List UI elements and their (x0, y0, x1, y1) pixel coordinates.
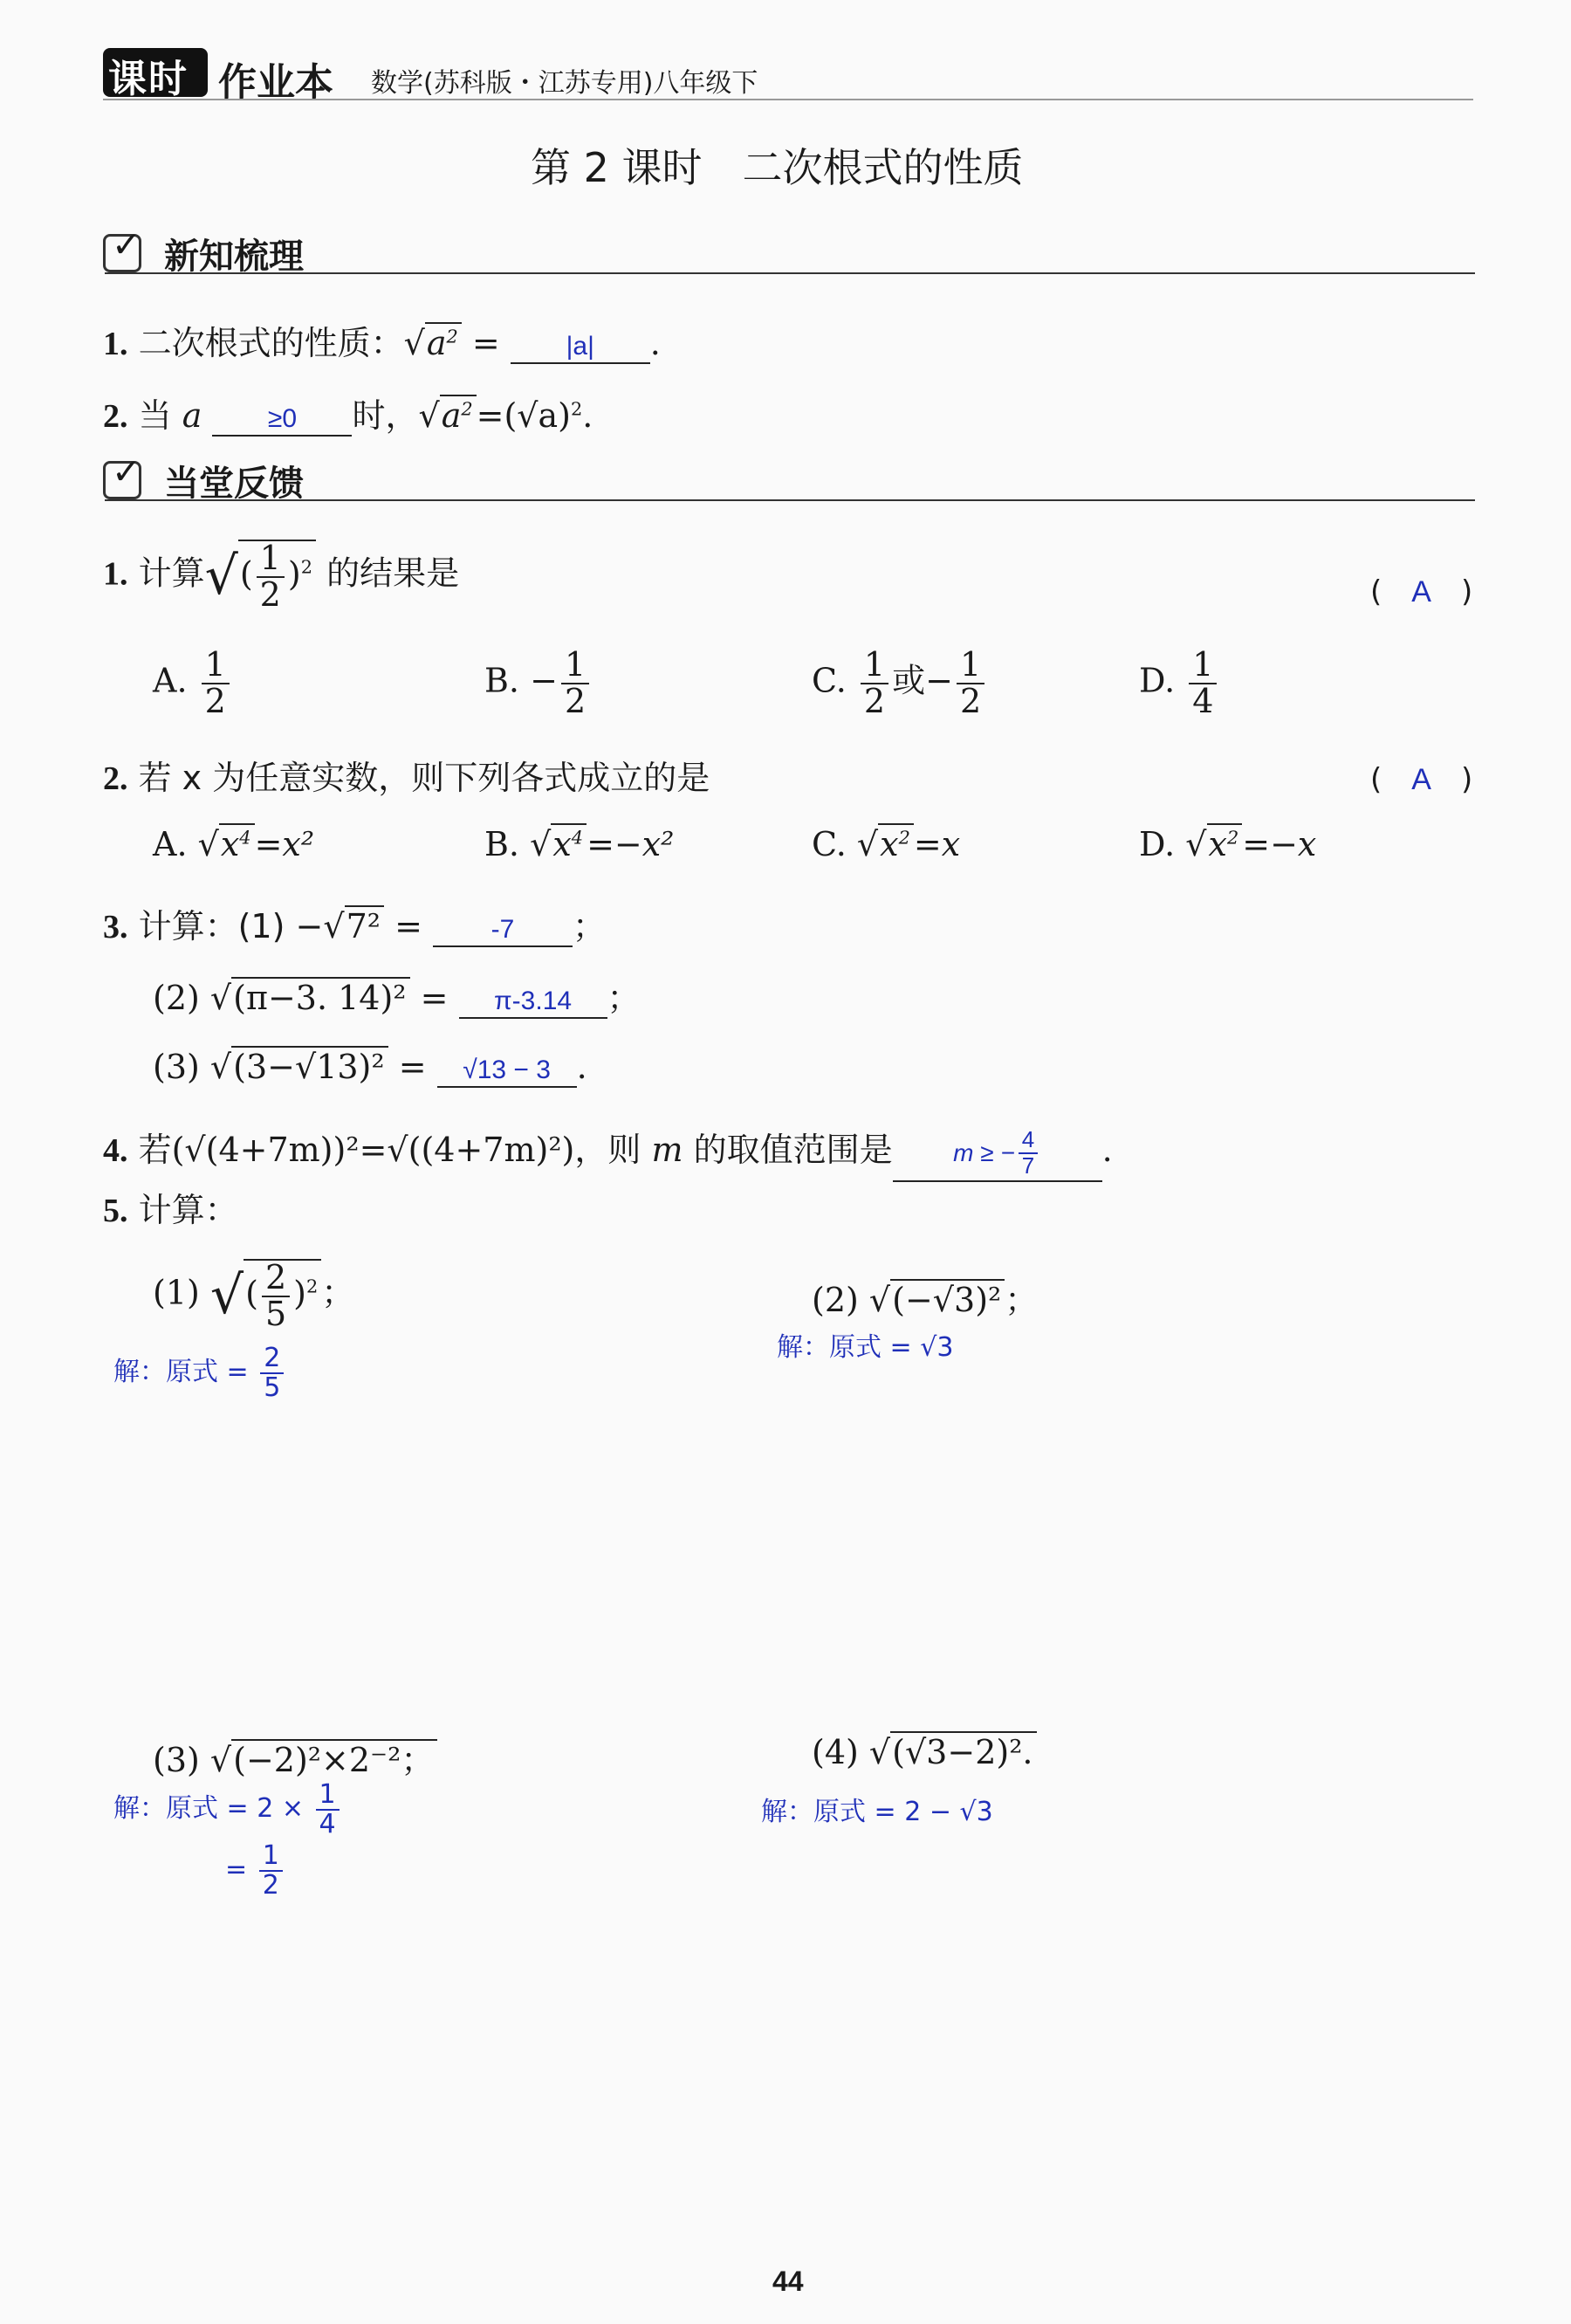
answer-blank[interactable]: m ≥ − $\frac{4}{7}$ (893, 1128, 1102, 1182)
q5-p1-solution: 解：原式 = $\frac{2}{5}$ (113, 1344, 287, 1401)
fankui-q5 (103, 1183, 238, 1231)
section-rule (105, 499, 1475, 501)
q5-p2-solution: 解：原式 = √3 (777, 1332, 954, 1363)
question-text: 当 (138, 396, 172, 435)
option-b[interactable]: B. − $\frac{1}{2}$ (484, 648, 593, 719)
q5-p4: (4) √(√3−2)². (812, 1733, 1037, 1771)
question-number: 1. (103, 555, 128, 593)
header-series: 作业本 (218, 60, 333, 105)
radicand: $a^2$ (425, 322, 462, 362)
option-d[interactable]: D. $\frac{1}{4}$ (1139, 648, 1220, 719)
section-rule (105, 272, 1475, 274)
question-number: 5. (103, 1193, 128, 1229)
question-text: 计算： (138, 1191, 238, 1229)
lesson-title: 第 2 课时 二次根式的性质 (531, 144, 1024, 191)
fankui-q1 (103, 540, 459, 613)
sqrt-icon: √ (204, 545, 238, 607)
question-number: 2. (103, 760, 128, 797)
page-number: 44 (772, 2266, 804, 2297)
q5-p1: (1) √( $\frac{2}{5}$ )$^2$ ； (153, 1258, 355, 1333)
answer-blank[interactable]: -7 (433, 907, 573, 947)
option-d[interactable]: D. $√x^2 =-x$ (1139, 825, 1317, 863)
fankui-q3-p2: (2) √(π−3. 14)² = π-3.14 ； (153, 979, 641, 1017)
header-rule (103, 99, 1473, 100)
sqrt-icon: √ (418, 396, 440, 435)
question-text: 计算 (138, 553, 205, 593)
fankui-q3-p1: 3. 计算：(1) −√7² = -7 ； (103, 907, 607, 945)
question-text: 的结果是 (326, 553, 460, 593)
radicand: ( $\frac{1}{2}$ )$^2$ (238, 540, 316, 613)
answer-paren[interactable]: ( A ) (1370, 762, 1473, 797)
checkmark-glyph-icon: ✓ (112, 225, 141, 265)
sqrt-icon: √ (403, 324, 425, 362)
radicand: $a^2$ (440, 395, 477, 435)
option-a[interactable]: A. $\frac{1}{2}$ (153, 648, 233, 719)
answer-blank[interactable]: π-3.14 (459, 979, 607, 1019)
question-number: 1. (103, 326, 128, 362)
question-number: 4. (103, 1132, 128, 1169)
checkmark-glyph-icon: ✓ (112, 452, 141, 492)
option-c[interactable]: C. $√x^2 =x$ (812, 825, 961, 863)
answer-blank[interactable]: √13 − 3 (437, 1048, 577, 1088)
q5-p3: (3) √(−2)²×2⁻²； (153, 1733, 437, 1781)
expr-tail: =(√a) (476, 396, 571, 435)
answer-paren[interactable]: ( A ) (1370, 574, 1473, 609)
answer-blank[interactable]: |a| (511, 324, 650, 364)
question-text: 若 x 为任意实数，则下列各式成立的是 (138, 759, 710, 797)
option-c[interactable]: C. $\frac{1}{2}$ 或− $\frac{1}{2}$ (812, 648, 988, 719)
question-text: 二次根式的性质： (138, 324, 404, 362)
header-logo-text: 课时 (108, 57, 189, 101)
q5-p2: (2) √(−√3)² ； (812, 1281, 1039, 1319)
xinzhi-q2: 2. 当 a ≥0 时，$√a^2 =(√a)^2$. (103, 396, 593, 435)
question-number: 3. (103, 909, 128, 945)
q5-p4-solution: 解：原式 = 2 − √3 (761, 1797, 993, 1827)
question-text: 计算：(1) − (138, 907, 324, 945)
option-a[interactable]: A. $√x^4 =x^2$ (153, 825, 315, 863)
answer-blank[interactable]: ≥0 (212, 396, 352, 437)
q5-p3-solution: 解：原式 = 2 × $\frac{1}{4}$ (113, 1781, 343, 1838)
q5-p3-solution-line2: = $\frac{1}{2}$ (225, 1842, 286, 1899)
question-number: 2. (103, 398, 128, 435)
question-text: 若(√(4+7m))²=√((4+7m)²)，则 (138, 1131, 641, 1169)
fankui-q4: 4. 若(√(4+7m))²=√((4+7m)²)，则 m 的取值范围是 m ≥ − $\frac{4}{7}$ . (103, 1123, 1113, 1182)
variable: a (182, 396, 202, 435)
xinzhi-q1: 1. 二次根式的性质：$√a^2 = |a|$ . (103, 324, 661, 362)
option-b[interactable]: B. $√x^4 =-x^2$ (484, 825, 675, 863)
question-text: 的取值范围是 (693, 1131, 893, 1169)
section-title-fankui: 当堂反馈 (164, 464, 304, 504)
fankui-q2 (103, 751, 710, 799)
header-subject: 数学(苏科版・江苏专用)八年级下 (371, 68, 758, 99)
question-text: 时， (352, 396, 419, 435)
section-title-xinzhi: 新知梳理 (164, 237, 304, 277)
fankui-q3-p3: (3) √(3−√13)² = √13 − 3 . (153, 1048, 587, 1086)
